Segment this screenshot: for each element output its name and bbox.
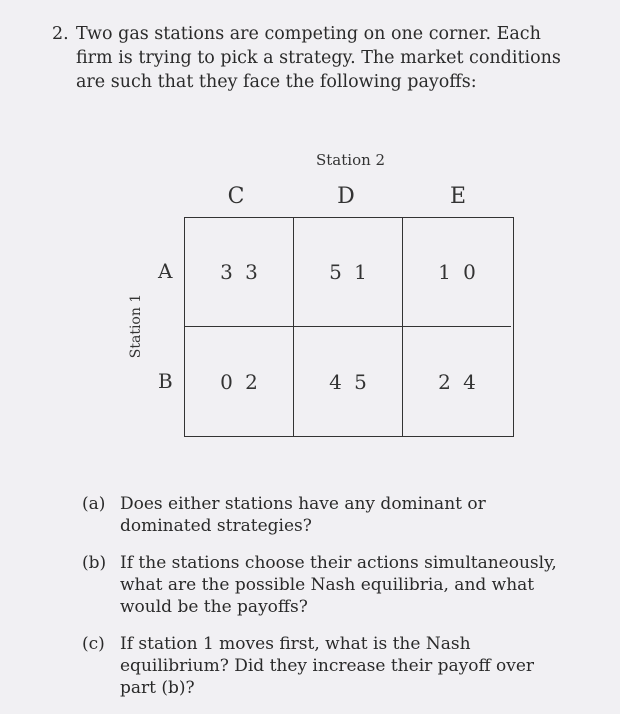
payoff-cell-b-d: 4 5 — [294, 327, 403, 436]
problem-text: Two gas stations are competing on one corner. Each firm is trying to pick a strategy. The market conditions are such that they face the following payoffs: — [76, 24, 561, 92]
payoff-cell-a-e: 1 0 — [403, 218, 511, 327]
row-label-b: B — [158, 369, 173, 393]
problem-number: 2. — [52, 24, 69, 44]
part-b — [82, 552, 562, 618]
problem-statement — [52, 22, 572, 94]
part-c-mark: (c) — [82, 634, 105, 654]
part-c-text: If station 1 moves first, what is the Nash equilibrium? Did they increase their payoff over part (b)? — [120, 634, 535, 698]
part-a-mark: (a) — [82, 494, 106, 514]
row-label-a: A — [158, 259, 173, 283]
player1-label: Station 1 — [128, 293, 144, 359]
player2-label: Station 2 — [316, 151, 386, 169]
part-a-text: Does either stations have any dominant or dominated strategies? — [120, 494, 486, 536]
column-label-d: D — [337, 184, 355, 209]
payoff-cell-b-c: 0 2 — [185, 327, 294, 436]
part-a — [82, 493, 562, 537]
column-label-e: E — [449, 184, 467, 209]
part-c — [82, 633, 562, 699]
payoff-cell-a-c: 3 3 — [185, 218, 294, 327]
payoff-cell-a-d: 5 1 — [294, 218, 403, 327]
column-label-c: C — [227, 184, 245, 209]
question-parts — [82, 493, 562, 714]
payoff-cell-b-e: 2 4 — [438, 369, 476, 394]
payoff-matrix — [184, 217, 514, 437]
part-b-mark: (b) — [82, 553, 107, 573]
part-b-text: If the stations choose their actions simultaneously, what are the possible Nash equilibria, and what would be the payoffs? — [120, 553, 557, 617]
